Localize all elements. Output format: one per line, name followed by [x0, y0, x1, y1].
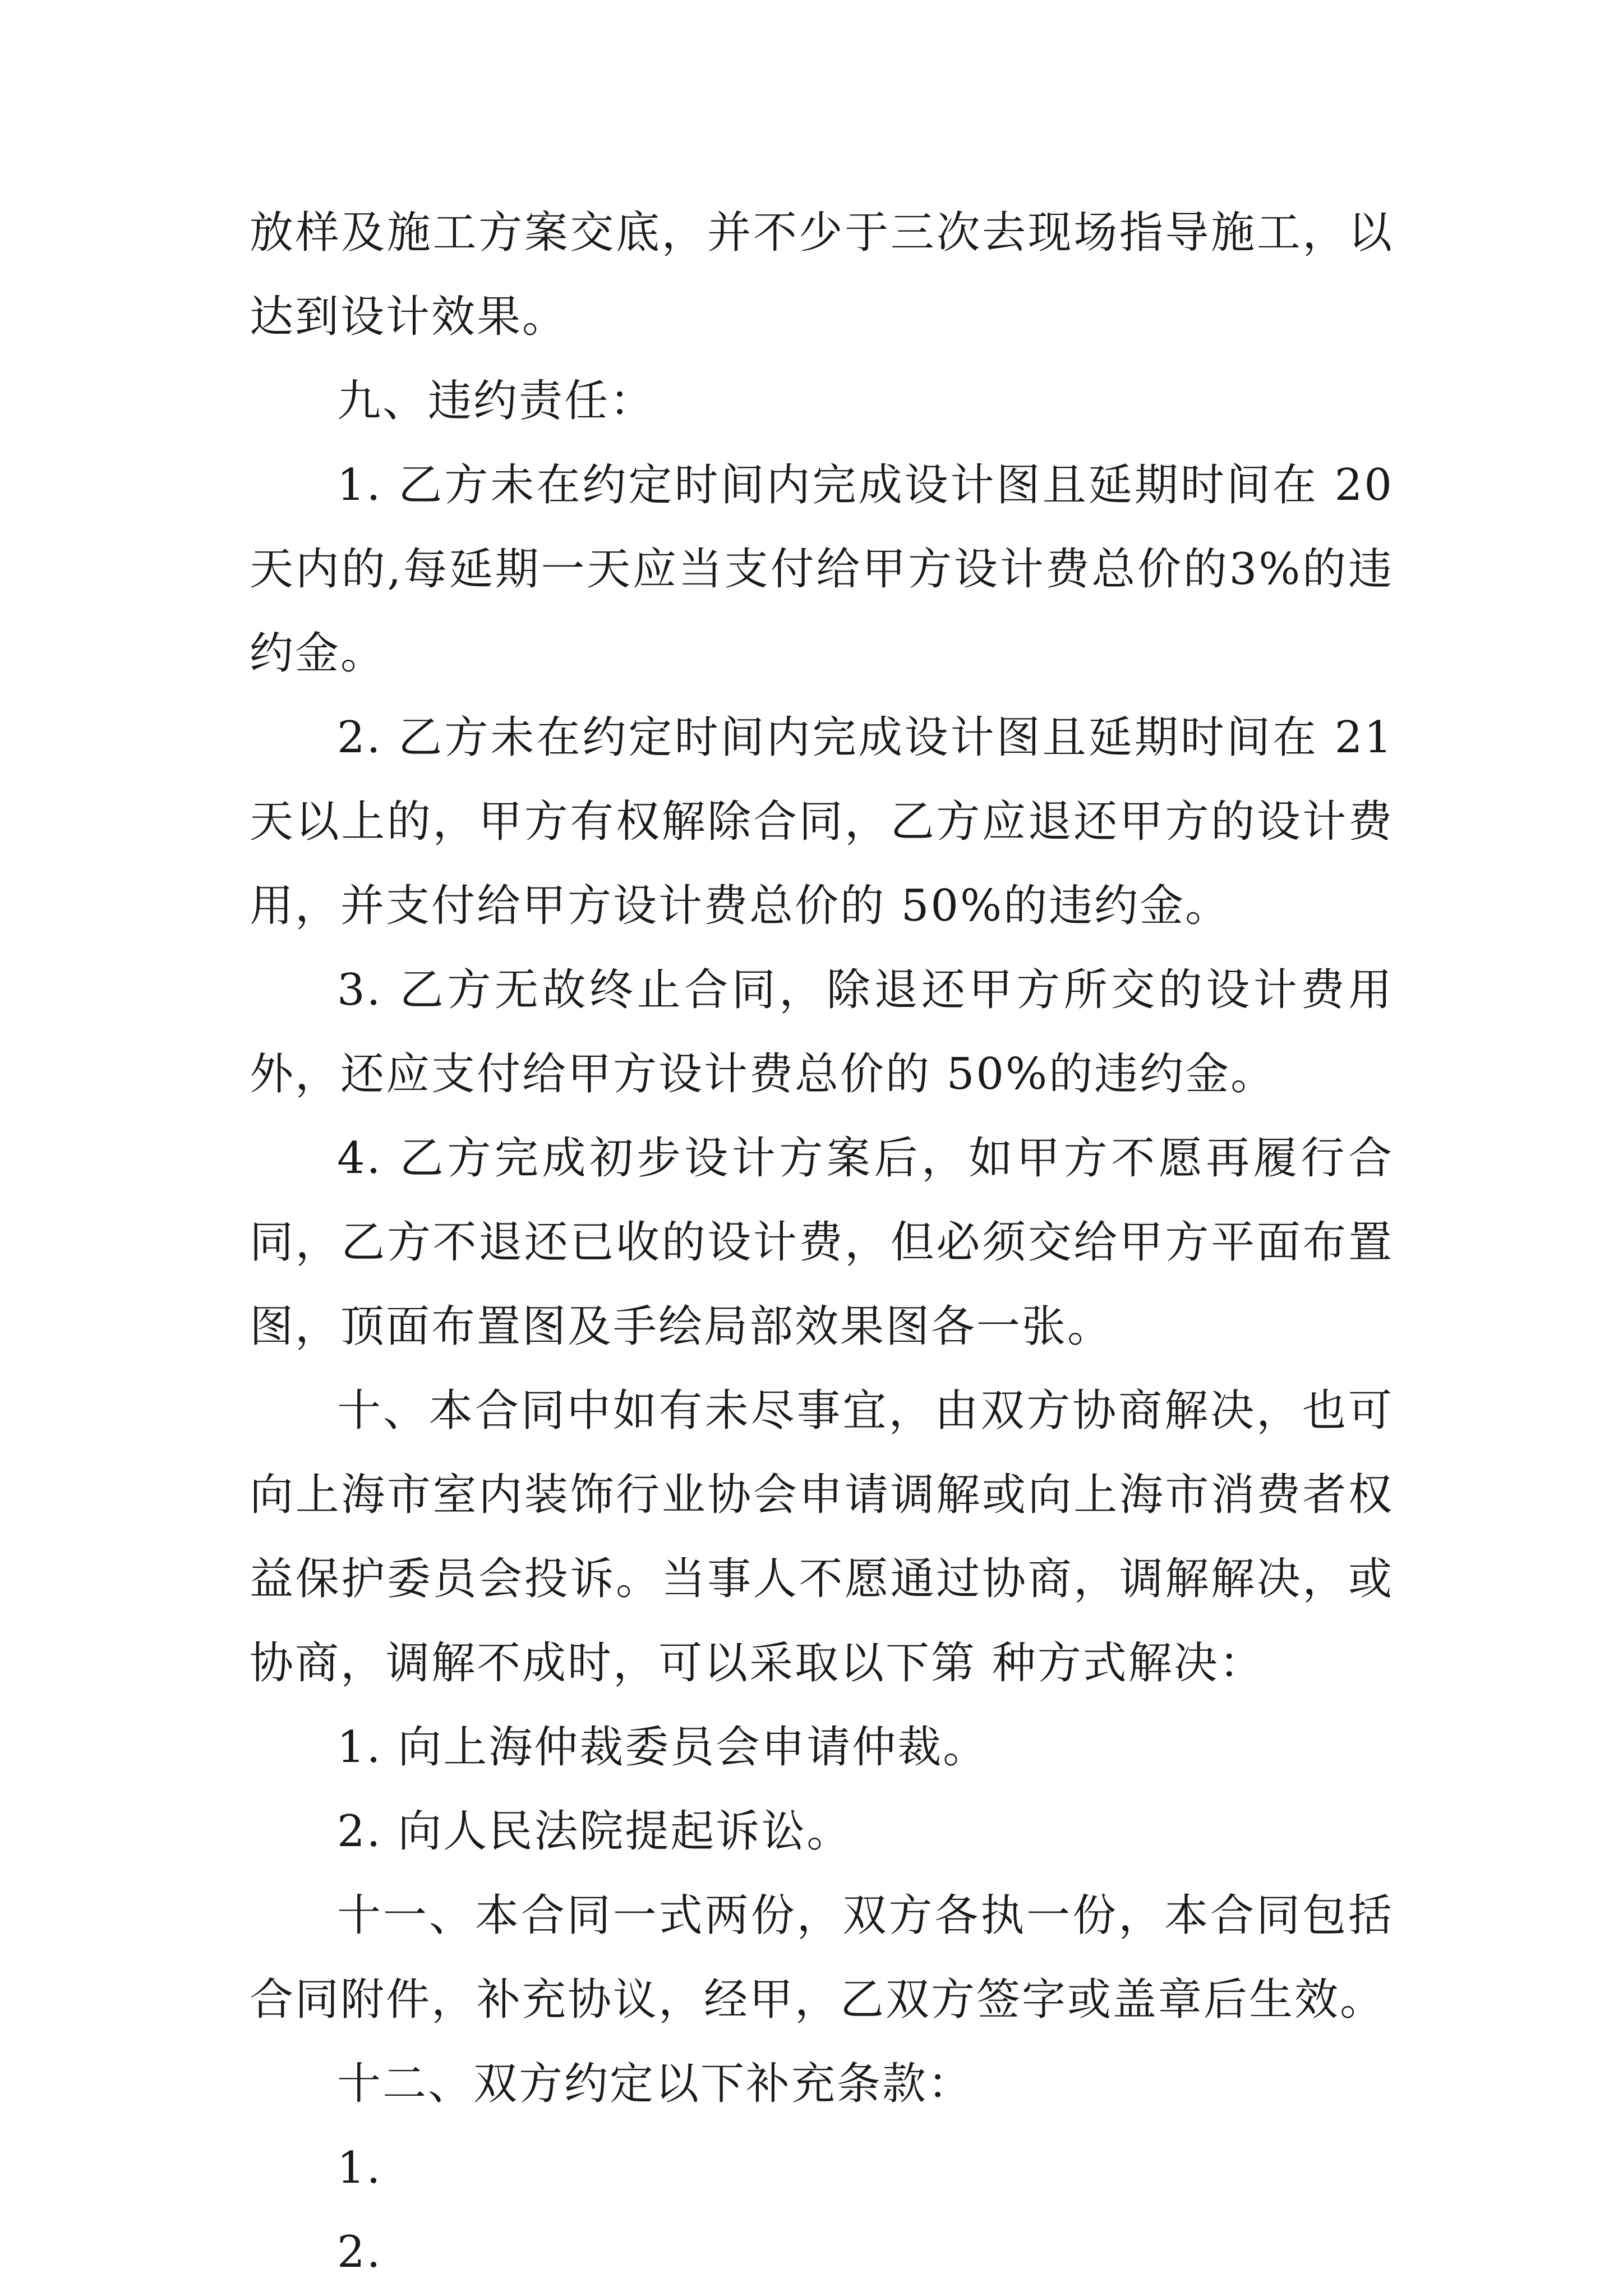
supplementary-item-2: 2.	[337, 2227, 382, 2277]
clause-item-4: 4. 乙方完成初步设计方案后，如甲方不愿再履行合同，乙方不退还已收的设计费，但必须交给甲方平面布置图，顶面布置图及手绘局部效果图各一张。	[250, 1133, 1394, 1352]
section-supplementary-terms: 十二、双方约定以下补充条款：	[337, 2059, 974, 2109]
supplementary-item-1: 1.	[337, 2143, 382, 2193]
dispute-option-2: 2. 向人民法院提起诉讼。	[337, 1806, 852, 1857]
dispute-option-1: 1. 向上海仲裁委员会申请仲裁。	[337, 1722, 989, 1773]
clause-item-1: 1. 乙方未在约定时间内完成设计图且延期时间在 20 天内的,每延期一天应当支付给甲方设计费总价的3%的违约金。	[250, 460, 1394, 679]
section-copies-effectiveness: 十一、本合同一式两份，双方各执一份，本合同包括合同附件，补充协议，经甲，乙双方签字或盖章后生效。	[250, 1890, 1394, 2025]
contract-text	[250, 191, 1394, 2294]
clause-item-3: 3. 乙方无故终止合同，除退还甲方所交的设计费用外，还应支付给甲方设计费总价的 50%的违约金。	[250, 965, 1394, 1099]
clause-item-2: 2. 乙方未在约定时间内完成设计图且延期时间在 21 天以上的，甲方有权解除合同，乙方应退还甲方的设计费用，并支付给甲方设计费总价的 50%的违约金。	[250, 712, 1394, 931]
paragraph-continuation: 放样及施工方案交底，并不少于三次去现场指导施工，以达到设计效果。	[250, 208, 1394, 342]
section-heading-breach-liability: 九、违约责任：	[337, 376, 656, 426]
section-dispute-resolution: 十、本合同中如有未尽事宜，由双方协商解决，也可向上海市室内装饰行业协会申请调解或向上海市消费者权益保护委员会投诉。当事人不愿通过协商，调解解决，或协商，调解不成时，可以采取以下第 种方式解决：	[250, 1386, 1394, 1688]
